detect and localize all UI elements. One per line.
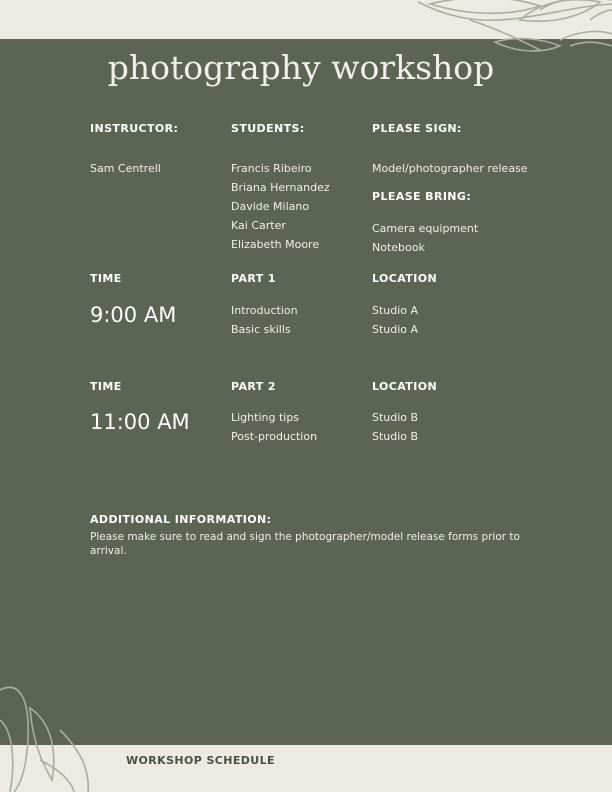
- list-item: Elizabeth Moore: [231, 238, 320, 251]
- session-1-topic: Introduction: [231, 304, 298, 317]
- please-sign-label: PLEASE SIGN:: [372, 122, 462, 135]
- footer-title: WORKSHOP SCHEDULE: [126, 754, 275, 767]
- instructor-name: Sam Centrell: [90, 162, 161, 175]
- session-1-time: 9:00 AM: [90, 303, 177, 327]
- please-bring-label: PLEASE BRING:: [372, 190, 472, 203]
- list-item: Davide Milano: [231, 200, 310, 213]
- session-1-part-label: PART 1: [231, 272, 276, 285]
- please-bring-item: Notebook: [372, 241, 425, 254]
- students-label: STUDENTS:: [231, 122, 305, 135]
- additional-info-label: ADDITIONAL INFORMATION:: [90, 513, 272, 526]
- list-item: Briana Hernandez: [231, 181, 330, 194]
- session-2-time: 11:00 AM: [90, 410, 190, 434]
- session-1-topic: Basic skills: [231, 323, 291, 336]
- instructor-label: INSTRUCTOR:: [90, 122, 179, 135]
- session-2-location-label: LOCATION: [372, 380, 438, 393]
- session-2-topic: Lighting tips: [231, 411, 300, 424]
- list-item: Kai Carter: [231, 219, 286, 232]
- page-title: photography workshop: [107, 48, 495, 87]
- session-2-part-label: PART 2: [231, 380, 276, 393]
- session-1-location: Studio A: [372, 304, 419, 317]
- session-1-location: Studio A: [372, 323, 419, 336]
- list-item: Francis Ribeiro: [231, 162, 312, 175]
- session-2-location: Studio B: [372, 411, 419, 424]
- session-2-time-label: TIME: [90, 380, 122, 393]
- session-2-location: Studio B: [372, 430, 419, 443]
- session-2-topic: Post-production: [231, 430, 318, 443]
- additional-info-text: Please make sure to read and sign the photographer/model release forms prior to arrival.: [90, 531, 520, 557]
- please-bring-item: Camera equipment: [372, 222, 479, 235]
- please-sign-item: Model/photographer release: [372, 162, 528, 175]
- session-1-location-label: LOCATION: [372, 272, 438, 285]
- session-1-time-label: TIME: [90, 272, 122, 285]
